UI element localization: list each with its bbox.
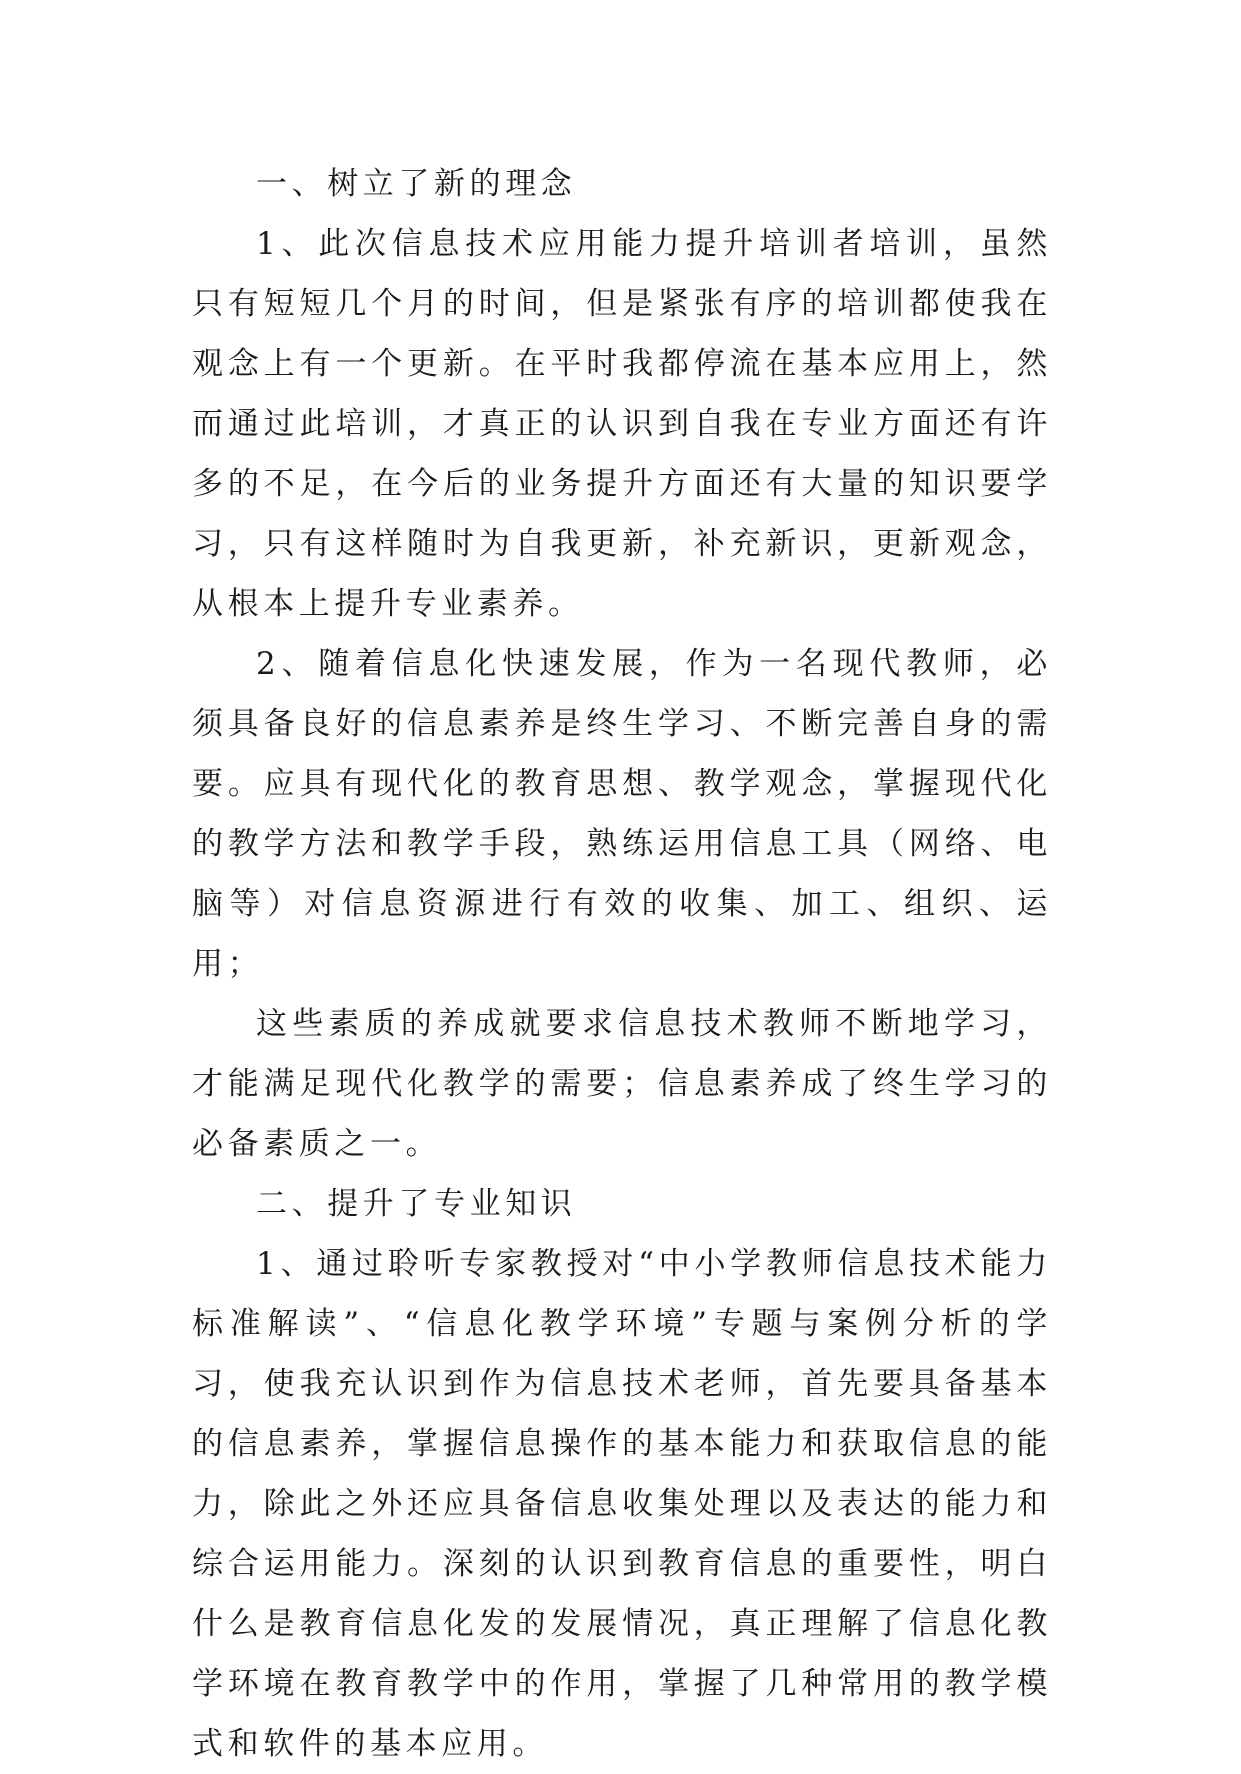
paragraph-2: 2、随着信息化快速发展，作为一名现代教师，必须具备良好的信息素养是终生学习、不断完善自身的需要。应具有现代化的教育思想、教学观念，掌握现代化的教学方法和教学手段，熟练运用信息工具（网络、电脑等）对信息资源进行有效的收集、加工、组织、运用； — [192, 646, 1052, 982]
paragraph-3: 这些素质的养成就要求信息技术教师不断地学习，才能满足现代化教学的需要；信息素养成了终生学习的必备素质之一。 — [192, 1006, 1052, 1162]
section-heading-1: 一、树立了新的理念 — [256, 166, 577, 202]
paragraph-4: 1、通过聆听专家教授对“中小学教师信息技术能力标准解读”、“信息化教学环境”专题与案例分析的学习，使我充认识到作为信息技术老师，首先要具备基本的信息素养，掌握信息操作的基本能力和获取信息的能力，除此之外还应具备信息收集处理以及表达的能力和综合运用能力。深刻的认识到教育信息的重要性，明白什么是教育信息化发的发展情况，真正理解了信息化教学环境在教育教学中的作用，掌握了几种常用的教学模式和软件的基本应用。 — [192, 1246, 1052, 1762]
paragraph-1: 1、此次信息技术应用能力提升培训者培训，虽然只有短短几个月的时间，但是紧张有序的培训都使我在观念上有一个更新。在平时我都停流在基本应用上，然而通过此培训，才真正的认识到自我在专业方面还有许多的不足，在今后的业务提升方面还有大量的知识要学习，只有这样随时为自我更新，补充新识，更新观念，从根本上提升专业素养。 — [192, 226, 1052, 622]
section-heading-2: 二、提升了专业知识 — [256, 1186, 577, 1222]
document-body — [192, 154, 1052, 1774]
